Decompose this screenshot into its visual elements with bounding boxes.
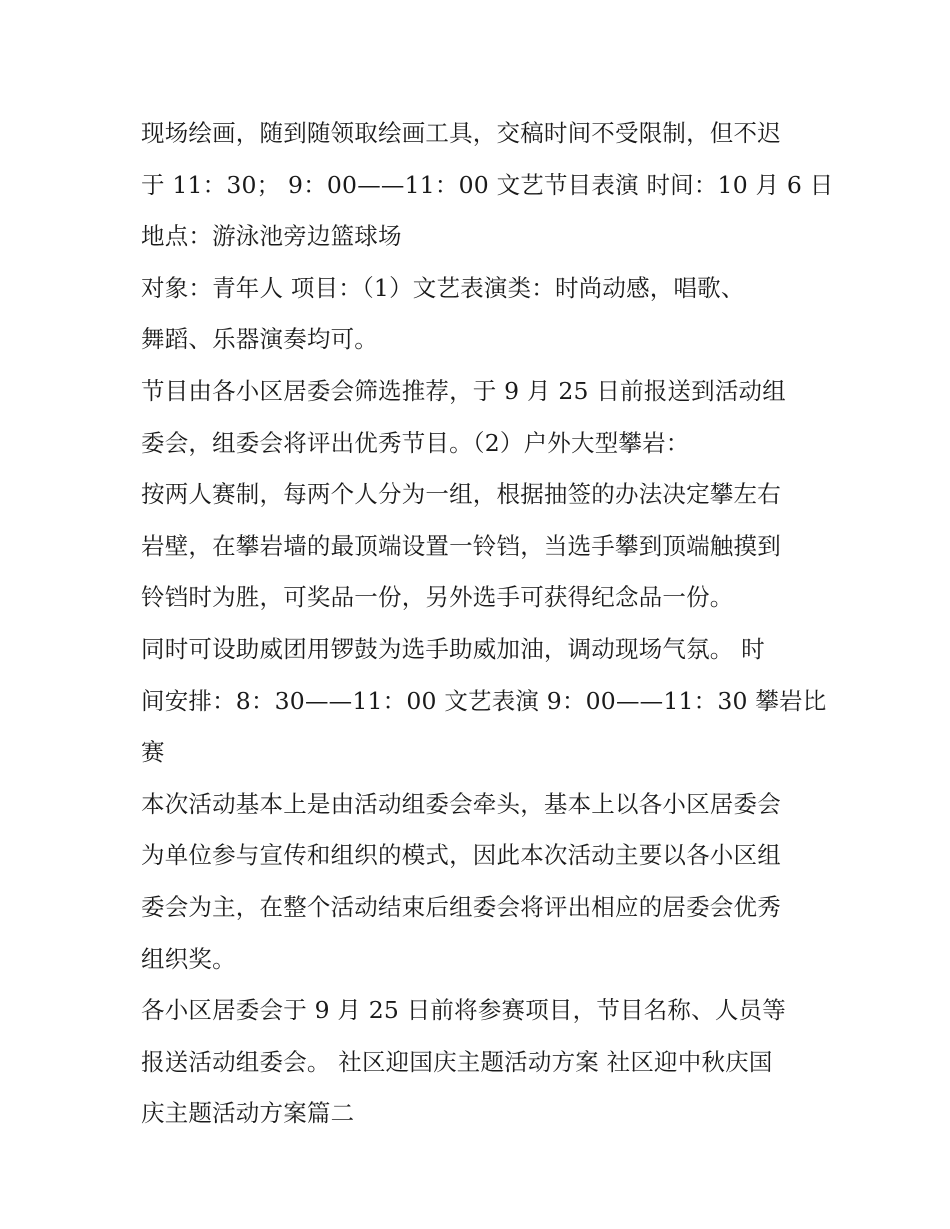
- text-line-9: 岩壁，在攀岩墙的最顶端设置一铃铛，当选手攀到顶端触摸到: [141, 531, 781, 560]
- document-body: [141, 108, 834, 1140]
- text-line-1: 现场绘画，随到随领取绘画工具，交稿时间不受限制，但不迟: [141, 119, 781, 147]
- text-line-14: 本次活动基本上是由活动组委会牵头，基本上以各小区居委会: [141, 789, 781, 818]
- text-line-10: 铃铛时为胜，可奖品一份，另外选手可获得纪念品一份。: [141, 583, 734, 612]
- text-line-17: 组织奖。: [141, 944, 236, 973]
- text-line-8: 按两人赛制，每两个人分为一组，根据抽签的办法决定攀左右: [141, 480, 781, 509]
- text-line-7: 委会，组委会将评出优秀节目。（2）户外大型攀岩：: [141, 428, 690, 457]
- text-line-12: 间安排：8：30——11：00 文艺表演 9：00——11：30 攀岩比: [141, 686, 827, 715]
- text-line-13: 赛: [141, 738, 165, 767]
- text-line-19: 报送活动组委会。 社区迎国庆主题活动方案 社区迎中秋庆国: [141, 1047, 773, 1076]
- text-line-16: 委会为主，在整个活动结束后组委会将评出相应的居委会优秀: [141, 892, 781, 921]
- text-line-18: 各小区居委会于 9 月 25 日前将参赛项目，节目名称、人员等: [141, 996, 786, 1025]
- text-line-2: 于 11：30； 9：00——11：00 文艺节目表演 时间：10 月 6 日: [141, 170, 834, 199]
- text-line-5: 舞蹈、乐器演奏均可。: [141, 325, 378, 354]
- text-line-3: 地点：游泳池旁边篮球场: [141, 222, 402, 251]
- text-line-6: 节目由各小区居委会筛选推荐，于 9 月 25 日前报送到活动组: [141, 376, 786, 405]
- text-line-4: 对象：青年人 项目：（1）文艺表演类：时尚动感，唱歌、: [141, 273, 745, 302]
- text-line-20: 庆主题活动方案篇二: [141, 1099, 355, 1128]
- text-line-11: 同时可设助威团用锣鼓为选手助威加油，调动现场气氛。 时: [141, 634, 765, 663]
- text-line-15: 为单位参与宣传和组织的模式，因此本次活动主要以各小区组: [141, 841, 781, 870]
